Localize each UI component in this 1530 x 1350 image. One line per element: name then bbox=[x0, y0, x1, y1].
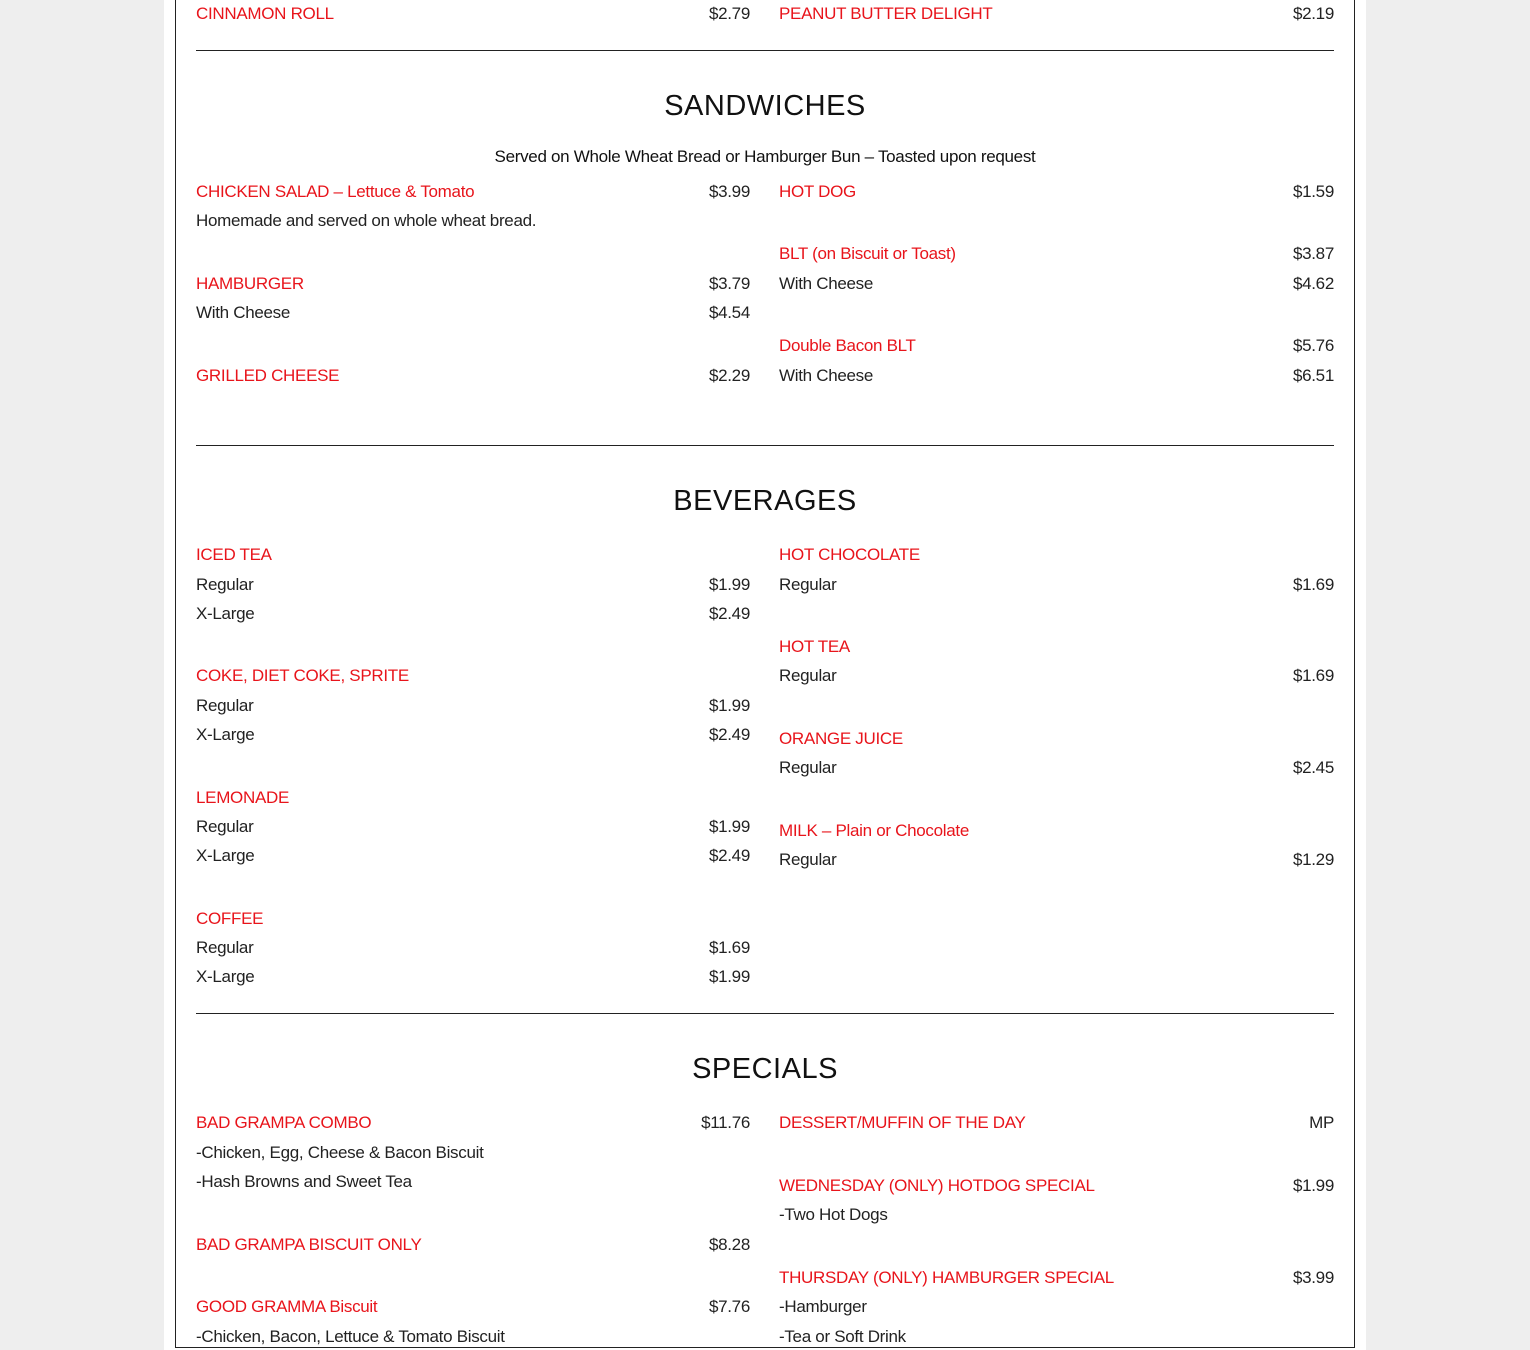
option-price: $1.69 bbox=[1292, 575, 1334, 594]
item-name: MILK – Plain or Chocolate bbox=[779, 821, 969, 840]
item-price: MP bbox=[1309, 1113, 1334, 1132]
option-label: With Cheese bbox=[779, 366, 874, 385]
section-heading-beverages: BEVERAGES bbox=[673, 485, 857, 517]
option-label: With Cheese bbox=[196, 303, 291, 322]
item-description: -Two Hot Dogs bbox=[779, 1205, 888, 1224]
option-label: X-Large bbox=[196, 967, 255, 986]
item-description: -Chicken, Egg, Cheese & Bacon Biscuit bbox=[196, 1143, 484, 1162]
item-name: BLT (on Biscuit or Toast) bbox=[779, 244, 956, 263]
option-price: $1.69 bbox=[1292, 666, 1334, 685]
option-price: $1.29 bbox=[1292, 850, 1334, 869]
section-divider bbox=[196, 1013, 1334, 1014]
option-label: Regular bbox=[196, 938, 254, 957]
section-divider bbox=[196, 50, 1334, 51]
section-note: Served on Whole Wheat Bread or Hamburger Bun – Toasted upon request bbox=[494, 147, 1036, 166]
item-name: GOOD GRAMMA Biscuit bbox=[196, 1297, 378, 1316]
option-label: X-Large bbox=[196, 604, 255, 623]
option-price: $1.99 bbox=[708, 967, 750, 986]
item-price: $8.28 bbox=[708, 1235, 750, 1254]
item-price: $2.19 bbox=[1292, 4, 1334, 23]
item-description: Homemade and served on whole wheat bread. bbox=[196, 211, 537, 230]
option-label: Regular bbox=[779, 850, 837, 869]
item-price: $1.99 bbox=[1292, 1176, 1334, 1195]
section-heading-specials: SPECIALS bbox=[692, 1053, 838, 1085]
item-name: THURSDAY (ONLY) HAMBURGER SPECIAL bbox=[779, 1268, 1114, 1287]
item-price: $3.87 bbox=[1292, 244, 1334, 263]
option-price: $2.45 bbox=[1292, 758, 1334, 777]
item-name: WEDNESDAY (ONLY) HOTDOG SPECIAL bbox=[779, 1176, 1095, 1195]
section-divider bbox=[196, 445, 1334, 446]
item-price: $3.99 bbox=[708, 182, 750, 201]
item-name: ICED TEA bbox=[196, 545, 272, 564]
section-heading-sandwiches: SANDWICHES bbox=[664, 90, 866, 122]
item-name: LEMONADE bbox=[196, 788, 290, 807]
item-price: $3.99 bbox=[1292, 1268, 1334, 1287]
option-price: $4.62 bbox=[1292, 274, 1334, 293]
item-price: $2.79 bbox=[708, 4, 750, 23]
item-description: -Chicken, Bacon, Lettuce & Tomato Biscuit bbox=[196, 1327, 505, 1346]
option-label: X-Large bbox=[196, 725, 255, 744]
option-price: $2.49 bbox=[708, 725, 750, 744]
item-price: $3.79 bbox=[708, 274, 750, 293]
item-name: GRILLED CHEESE bbox=[196, 366, 340, 385]
option-price: $1.99 bbox=[708, 575, 750, 594]
item-name: COFFEE bbox=[196, 909, 264, 928]
item-name: BAD GRAMPA COMBO bbox=[196, 1113, 372, 1132]
item-name: ORANGE JUICE bbox=[779, 729, 903, 748]
option-price: $1.99 bbox=[708, 817, 750, 836]
option-label: Regular bbox=[779, 575, 837, 594]
option-price: $1.99 bbox=[708, 696, 750, 715]
option-price: $2.49 bbox=[708, 604, 750, 623]
option-label: With Cheese bbox=[779, 274, 874, 293]
item-name: HOT CHOCOLATE bbox=[779, 545, 920, 564]
item-name: BAD GRAMPA BISCUIT ONLY bbox=[196, 1235, 422, 1254]
item-description: -Hash Browns and Sweet Tea bbox=[196, 1172, 412, 1191]
item-name: PEANUT BUTTER DELIGHT bbox=[779, 4, 993, 23]
item-price: $11.76 bbox=[701, 1113, 750, 1132]
option-label: Regular bbox=[196, 575, 254, 594]
item-name: COKE, DIET COKE, SPRITE bbox=[196, 666, 409, 685]
option-label: Regular bbox=[779, 666, 837, 685]
item-name: CHICKEN SALAD – Lettuce & Tomato bbox=[196, 182, 475, 201]
item-name: Double Bacon BLT bbox=[779, 336, 916, 355]
item-price: $1.59 bbox=[1292, 182, 1334, 201]
item-name: HOT DOG bbox=[779, 182, 856, 201]
option-label: Regular bbox=[196, 817, 254, 836]
item-name: CINNAMON ROLL bbox=[196, 4, 334, 23]
option-label: Regular bbox=[779, 758, 837, 777]
option-price: $1.69 bbox=[708, 938, 750, 957]
option-price: $2.49 bbox=[708, 846, 750, 865]
item-description: -Hamburger bbox=[779, 1297, 867, 1316]
item-price: $7.76 bbox=[708, 1297, 750, 1316]
option-price: $6.51 bbox=[1292, 366, 1334, 385]
option-label: Regular bbox=[196, 696, 254, 715]
option-price: $4.54 bbox=[708, 303, 750, 322]
item-price: $5.76 bbox=[1292, 336, 1334, 355]
item-price: $2.29 bbox=[708, 366, 750, 385]
item-name: DESSERT/MUFFIN OF THE DAY bbox=[779, 1113, 1026, 1132]
item-name: HOT TEA bbox=[779, 637, 850, 656]
item-description: -Tea or Soft Drink bbox=[779, 1327, 906, 1346]
item-name: HAMBURGER bbox=[196, 274, 304, 293]
option-label: X-Large bbox=[196, 846, 255, 865]
